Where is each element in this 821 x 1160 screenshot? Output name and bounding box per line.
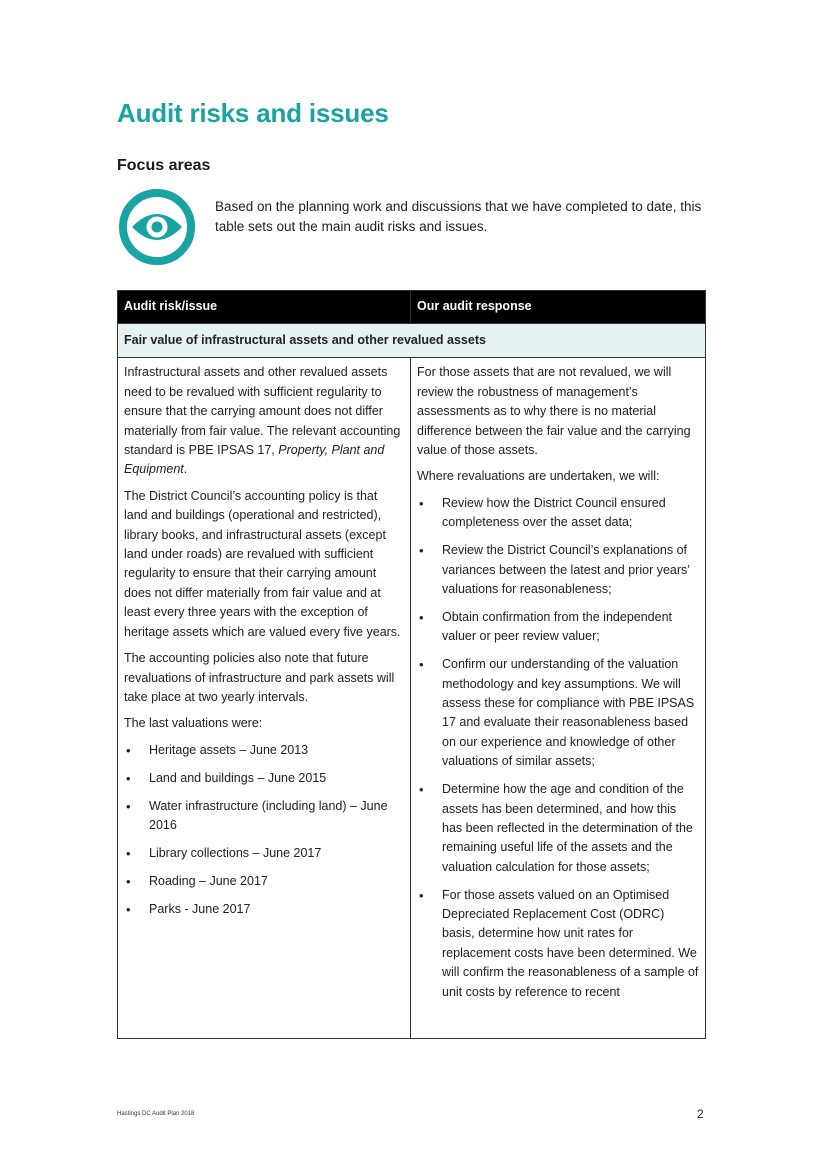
- list-item: • Review how the District Council ensured completeness over the asset data;: [417, 494, 699, 533]
- page-title: Audit risks and issues: [117, 98, 389, 128]
- list-item: • Parks - June 2017: [124, 900, 404, 919]
- list-item: • Heritage assets – June 2013: [124, 741, 404, 760]
- intro-text: Based on the planning work and discussions that we have completed to date, this table sets out the main audit risks and issues.: [215, 199, 702, 234]
- list-item: • Library collections – June 2017: [124, 844, 404, 863]
- risk-band-row: [118, 324, 706, 358]
- list-item: • Obtain confirmation from the independent valuer or peer review valuer;: [417, 608, 699, 647]
- footer-document-name: Hastings DC Audit Plan 2018: [117, 1111, 195, 1117]
- list-item: • Confirm our understanding of the valuation methodology and key assumptions. We will assess these for compliance with PBE IPSAS 17 and evaluate their reasonableness based on our experience and knowledge of other valuations of similar assets;: [417, 655, 699, 771]
- standard-name: Property, Plant and Equipment: [124, 443, 385, 477]
- header-audit-response: Our audit response: [411, 291, 706, 324]
- risk-cell: [118, 358, 411, 1039]
- table-row: [118, 358, 706, 1039]
- response-paragraph-1: For those assets that are not revalued, we will review the robustness of management’s assessments as to why there is no material difference between the fair value and the carrying value of those assets.: [417, 365, 691, 458]
- valuations-list: [124, 741, 404, 919]
- actions-list: [417, 494, 699, 1002]
- risk-paragraph-3: The accounting policies also note that future revaluations of infrastructure and park assets will take place at two yearly intervals.: [124, 651, 395, 704]
- risk-band-title: Fair value of infrastructural assets and other revalued assets: [118, 324, 706, 358]
- eye-icon: [118, 188, 196, 266]
- audit-risk-table: [117, 290, 706, 1039]
- risk-paragraph-4: The last valuations were:: [124, 716, 263, 731]
- list-item: • Determine how the age and condition of the assets has been determined, and how this has been reflected in the determination of the remaining useful life of the assets and the valuation calculation for those assets;: [417, 780, 699, 877]
- list-item: • Review the District Council’s explanations of variances between the latest and prior years’ valuations for reasonableness;: [417, 541, 699, 599]
- section-heading: Focus areas: [117, 157, 211, 174]
- header-audit-risk: Audit risk/issue: [118, 291, 411, 324]
- risk-paragraph-1: Infrastructural assets and other revalued assets need to be revalued with sufficient regularity to ensure that the carrying amount does not differ materially from fair value. The relevant accounting standard is PBE IPSAS 17, Property, Plant and Equipment.: [124, 365, 401, 477]
- list-item: • Roading – June 2017: [124, 872, 404, 891]
- response-cell: [411, 358, 706, 1039]
- response-paragraph-2: Where revaluations are undertaken, we will:: [417, 469, 660, 484]
- list-item: • For those assets valued on an Optimised Depreciated Replacement Cost (ODRC) basis, determine how unit rates for replacement costs have been determined. We will confirm the reasonableness of a sample of unit costs by reference to recent: [417, 886, 699, 1002]
- risk-paragraph-2: The District Council’s accounting policy is that land and buildings (operational and restricted), library books, and infrastructural assets (except land under roads) are revalued with sufficient regularity to ensure that their carrying amount does not differ materially from fair value and at least every three years with the exception of heritage assets which are valued every five years.: [124, 488, 401, 639]
- list-item: • Water infrastructure (including land) – June 2016: [124, 797, 404, 836]
- list-item: • Land and buildings – June 2015: [124, 769, 404, 788]
- table-header-row: [118, 291, 706, 324]
- page-number: 2: [697, 1107, 704, 1121]
